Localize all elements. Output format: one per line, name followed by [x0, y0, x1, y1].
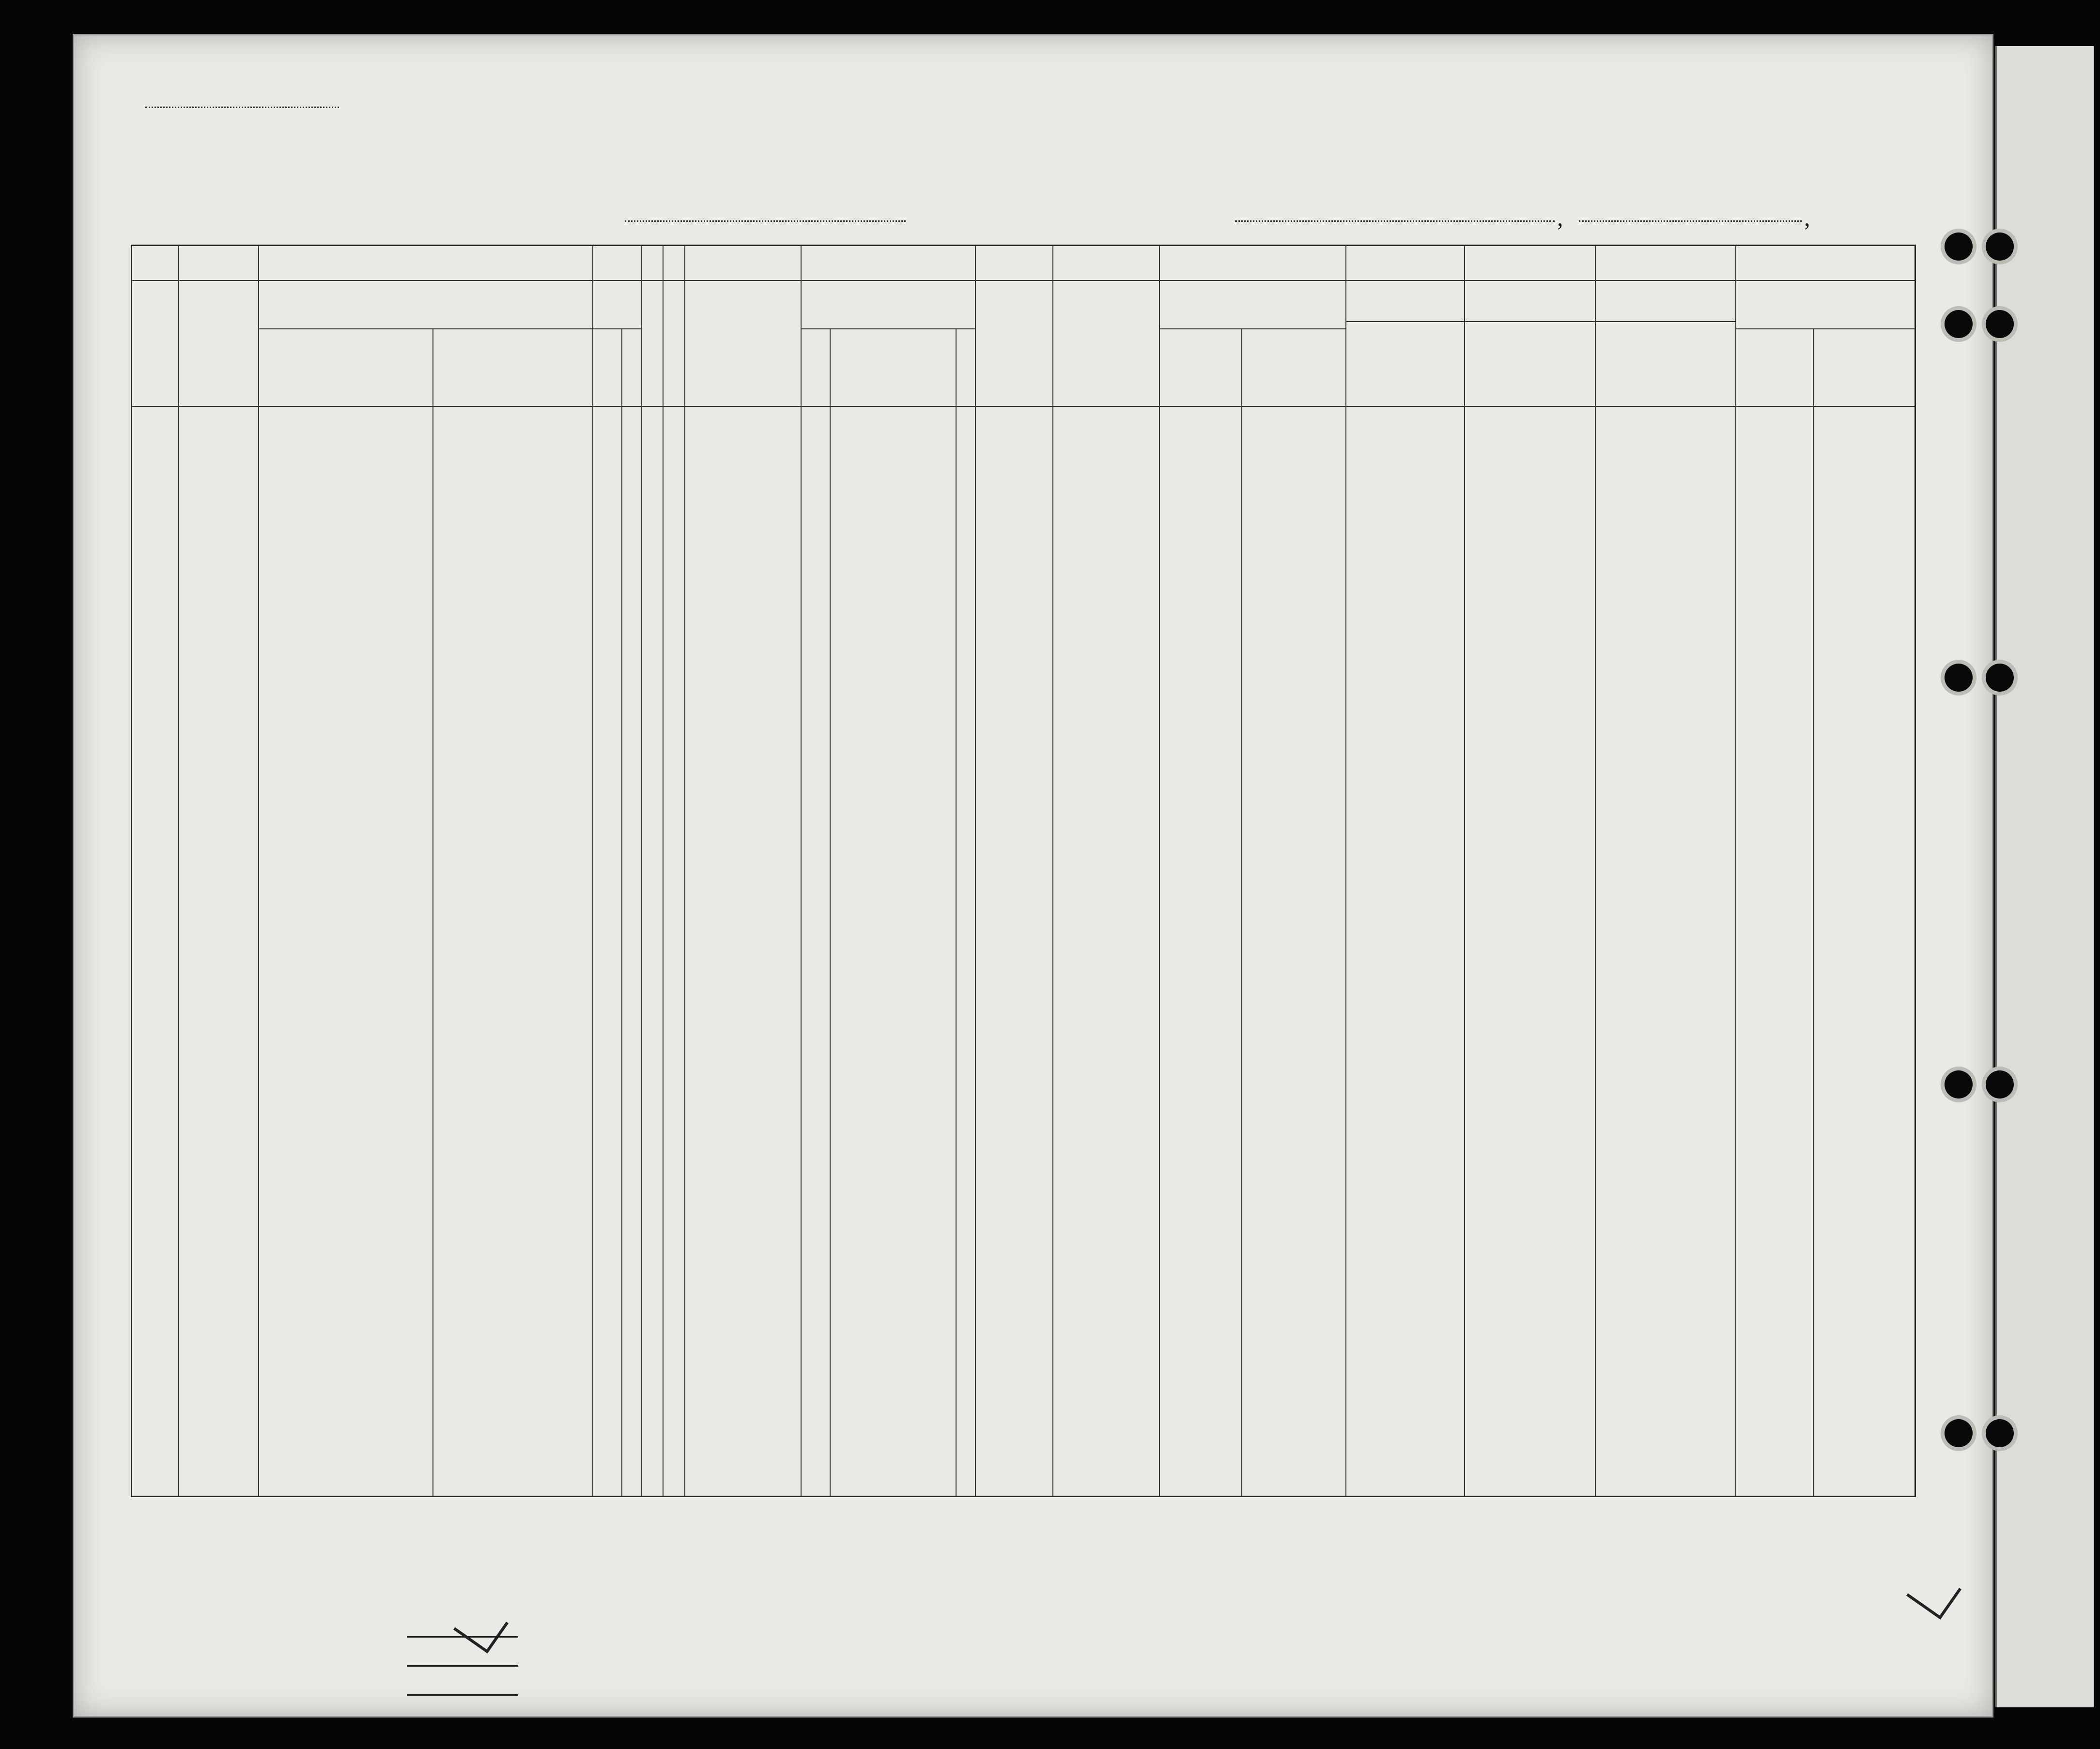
comma: , [1804, 204, 1810, 231]
subcolumn-divider [432, 328, 433, 1496]
subcolumn-divider [830, 328, 831, 1496]
group-header-rule [1735, 328, 1915, 329]
subcolumn-divider [1813, 328, 1814, 1496]
subcolumn-divider [956, 328, 957, 1496]
citizens-line [407, 1665, 518, 1667]
ship-name-line [625, 220, 906, 222]
port-line [1235, 220, 1555, 222]
column-divider [1735, 246, 1736, 1496]
column-divider [1464, 246, 1465, 1496]
column-divider [801, 246, 802, 1496]
manifest-table [131, 245, 1916, 1497]
group-header-rule [258, 328, 592, 329]
punch-hole [1945, 1419, 1973, 1447]
header-rule [132, 280, 1915, 281]
aliens-line [407, 1694, 518, 1696]
column-divider [663, 246, 664, 1496]
column-divider [684, 246, 685, 1496]
comma: , [1557, 204, 1563, 231]
punch-hole [1945, 1070, 1973, 1099]
column-divider [258, 246, 259, 1496]
punch-hole [1986, 1070, 2014, 1099]
group-header-rule [592, 328, 641, 329]
column-divider [178, 246, 179, 1496]
list-line [145, 107, 339, 108]
column-divider [975, 246, 976, 1496]
column-divider [1345, 246, 1346, 1496]
header-rule [132, 406, 1915, 407]
punch-hole [1986, 310, 2014, 338]
punch-hole [1945, 664, 1973, 692]
column-divider [592, 246, 593, 1496]
punch-hole [1986, 232, 2014, 261]
subcolumn-divider [1241, 328, 1242, 1496]
column-divider [1595, 246, 1596, 1496]
column-divider [641, 246, 642, 1496]
punch-hole [1986, 664, 2014, 692]
date-line [1579, 220, 1802, 222]
permits-rule [1345, 321, 1735, 322]
adjacent-page-edge [1995, 46, 2094, 1707]
punch-hole [1945, 310, 1973, 338]
column-divider [1052, 246, 1053, 1496]
punch-hole [1986, 1419, 2014, 1447]
punch-hole [1945, 232, 1973, 261]
subcolumn-divider [621, 328, 622, 1496]
column-divider [1159, 246, 1160, 1496]
group-header-rule [1159, 328, 1345, 329]
group-header-rule [801, 328, 975, 329]
